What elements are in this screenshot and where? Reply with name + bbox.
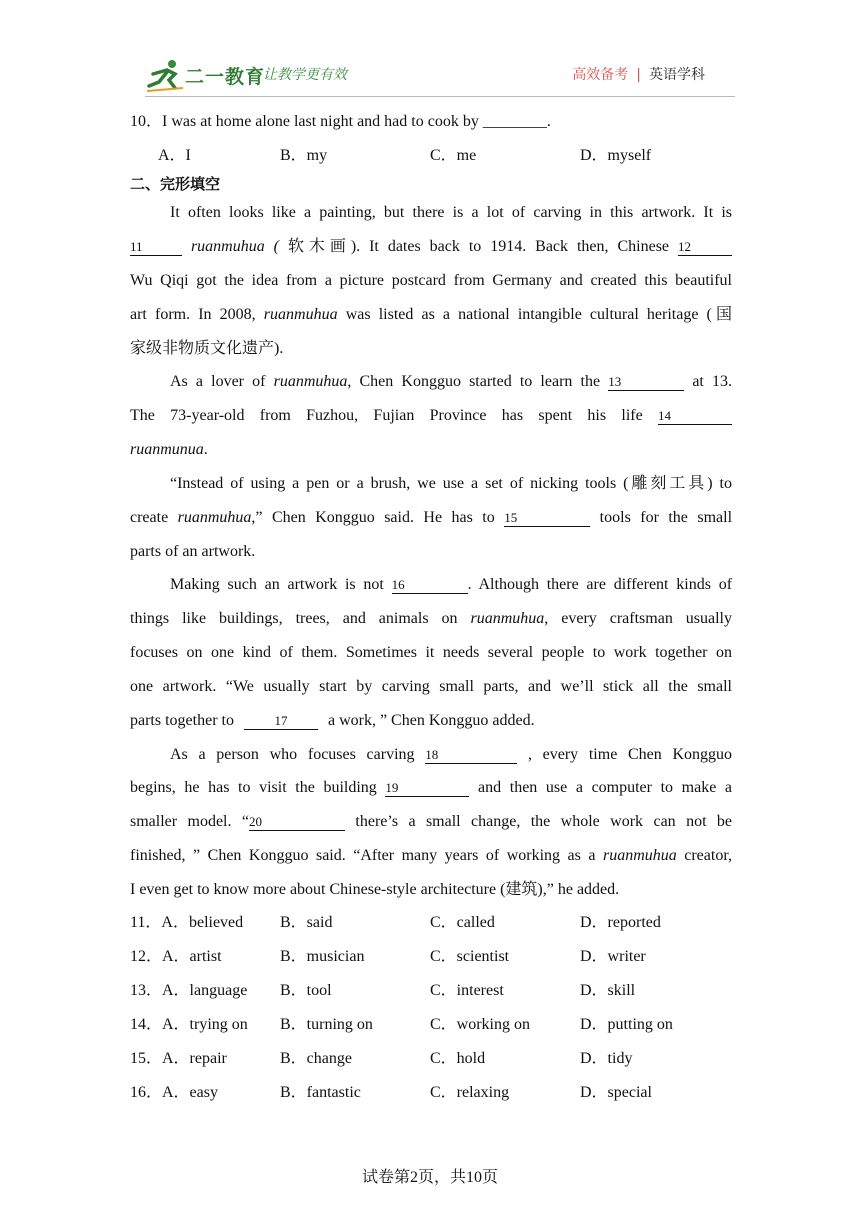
blank-14: 14 [658, 408, 732, 425]
p5-line4-a: finished, ” Chen Kongguo said. “After many years of working as a [130, 847, 596, 864]
q12-option-b: B．musician [280, 948, 365, 965]
p3-line2-c: tools for the small [599, 509, 733, 526]
p4-line5-a: parts together to [130, 712, 234, 729]
term-ruanmuhua: ruanmuhua ( [190, 238, 280, 255]
p4-line5-b: a work, ” Chen Kongguo added. [327, 712, 535, 729]
q12-option-c: C．scientist [430, 948, 510, 965]
p1-line1: It often looks like a painting, but there is a lot of carving in this artwork. It is [170, 204, 732, 221]
p2-line1-c: at 13. [692, 373, 732, 390]
p5-line3-a: smaller model. “ [130, 813, 249, 830]
term-ruanmuhua: ruanmuhua [263, 306, 338, 323]
p5-line4 [130, 846, 732, 866]
q11-option-d: D．reported [580, 914, 661, 931]
p4-line2-a: things like buildings, trees, and animals on [130, 610, 458, 627]
p1-line4-b: was listed as a national intangible cultural heritage (国 [345, 306, 732, 323]
p1-line5: 家级非物质文化遗产). [130, 340, 284, 357]
q12-option-a: 12．A．artist [130, 948, 222, 965]
blank-17: 17 [244, 713, 318, 730]
blank-13: 13 [608, 374, 684, 391]
q14-option-d: D．putting on [580, 1016, 673, 1033]
p5-line2 [130, 778, 732, 798]
term-ruanmuhua: ruanmuhua [273, 373, 348, 390]
p5-line5: I even get to know more about Chinese-style architecture (建筑),” he added. [130, 881, 620, 898]
p2-line2 [130, 406, 732, 426]
q14-option-b: B．turning on [280, 1016, 373, 1033]
q11-option-c: C．called [430, 914, 495, 931]
p3-line2 [130, 508, 732, 528]
p3-line3: parts of an artwork. [130, 543, 256, 560]
runner-logo-icon [145, 58, 185, 92]
q11-option-b: B．said [280, 914, 333, 931]
q16-option-b: B．fantastic [280, 1084, 361, 1101]
p1-line2-rest: 软木画). It dates back to 1914. Back then, Chinese [287, 238, 670, 255]
p2-line3-b: . [203, 441, 208, 458]
q12-option-d: D．writer [580, 948, 646, 965]
p4-line1-a: Making such an artwork is not [170, 576, 384, 593]
term-ruanmunua: ruanmunua [130, 441, 204, 458]
blank-18: 18 [425, 747, 517, 764]
q15-option-c: C．hold [430, 1050, 486, 1067]
p4-line5 [130, 711, 732, 731]
p1-line4-a: art form. In 2008, [130, 306, 256, 323]
q14-option-a: 14．A．trying on [130, 1016, 248, 1033]
blank-19: 19 [385, 780, 469, 797]
term-ruanmuhua: ruanmuhua [470, 610, 545, 627]
header-divider [145, 96, 735, 97]
page-footer: 试卷第2页，共10页 [361, 1169, 498, 1186]
p4-line4: one artwork. “We usually start by carving small parts, and we’ll stick all the small [130, 678, 732, 695]
q15-option-d: D．tidy [580, 1050, 633, 1067]
blank-16: 16 [392, 577, 468, 594]
p4-line1-b: . Although there are different kinds of [467, 576, 733, 593]
q16-option-c: C．relaxing [430, 1084, 510, 1101]
q13-option-b: B．tool [280, 982, 332, 999]
q10-option-b: B．my [280, 147, 328, 164]
p4-line3: focuses on one kind of them. Sometimes it needs several people to work together on [130, 644, 732, 661]
p5-line2-b: and then use a computer to make a [478, 779, 733, 796]
p2-line1 [170, 372, 732, 392]
p4-line1 [170, 575, 732, 595]
p3-line1: “Instead of using a pen or a brush, we use a set of nicking tools (雕刻工具) to [170, 475, 732, 492]
q10-option-d: D．myself [580, 147, 652, 164]
p1-line4 [130, 305, 732, 325]
p4-line2-b: , every craftsman usually [544, 610, 733, 627]
p2-line3 [130, 440, 732, 460]
p1-line3: Wu Qiqi got the idea from a picture postcard from Germany and created this beautiful [130, 272, 732, 289]
q13-option-d: D．skill [580, 982, 636, 999]
header-separator: | [636, 67, 641, 83]
p3-line2-a: create [130, 509, 169, 526]
page-header [145, 58, 715, 94]
q13-option-c: C．interest [430, 982, 504, 999]
q14-option-c: C．working on [430, 1016, 531, 1033]
term-ruanmuhua: ruanmuhua [177, 509, 252, 526]
p5-line2-a: begins, he has to visit the building [130, 779, 377, 796]
q16-option-d: D．special [580, 1084, 652, 1101]
q15-option-b: B．change [280, 1050, 352, 1067]
p2-line2-text: The 73-year-old from Fuzhou, Fujian Province has spent his life [130, 407, 643, 424]
q11-option-a: 11．A．believed [130, 914, 244, 931]
p4-line2 [130, 609, 732, 629]
logo [145, 58, 265, 92]
p1-line2 [130, 237, 732, 257]
header-subject: 英语学科 [649, 67, 705, 83]
q10-stem: 10．I was at home alone last night and had to cook by ________. [130, 113, 551, 130]
p2-line1-b: , Chen Kongguo started to learn the [347, 373, 601, 390]
blank-15: 15 [504, 510, 590, 527]
section-title: 二、完形填空 [130, 175, 221, 193]
p2-line1-a: As a lover of [170, 373, 266, 390]
logo-text: 二一教育 [185, 66, 266, 88]
p5-line3-b: there’s a small change, the whole work can not be [355, 813, 733, 830]
blank-11: 11 [130, 239, 182, 256]
q10-option-a: A．I [158, 147, 191, 164]
p5-line1-b: , every time Chen Kongguo [527, 746, 733, 763]
blank-20: 20 [249, 814, 345, 831]
q16-option-a: 16．A．easy [130, 1084, 218, 1101]
q10-option-c: C．me [430, 147, 477, 164]
p5-line1-a: As a person who focuses carving [170, 746, 415, 763]
p3-line2-b: ,” Chen Kongguo said. He has to [251, 509, 495, 526]
q13-option-a: 13．A．language [130, 982, 248, 999]
p5-line3 [130, 812, 732, 832]
header-tag: 高效备考 [572, 67, 629, 83]
blank-12: 12 [678, 239, 732, 256]
p5-line4-b: creator, [684, 847, 733, 864]
slogan: 让教学更有效 [263, 67, 347, 83]
term-ruanmuhua: ruanmuhua [602, 847, 677, 864]
p5-line1 [170, 745, 732, 765]
header-right [572, 64, 705, 84]
q15-option-a: 15．A．repair [130, 1050, 227, 1067]
